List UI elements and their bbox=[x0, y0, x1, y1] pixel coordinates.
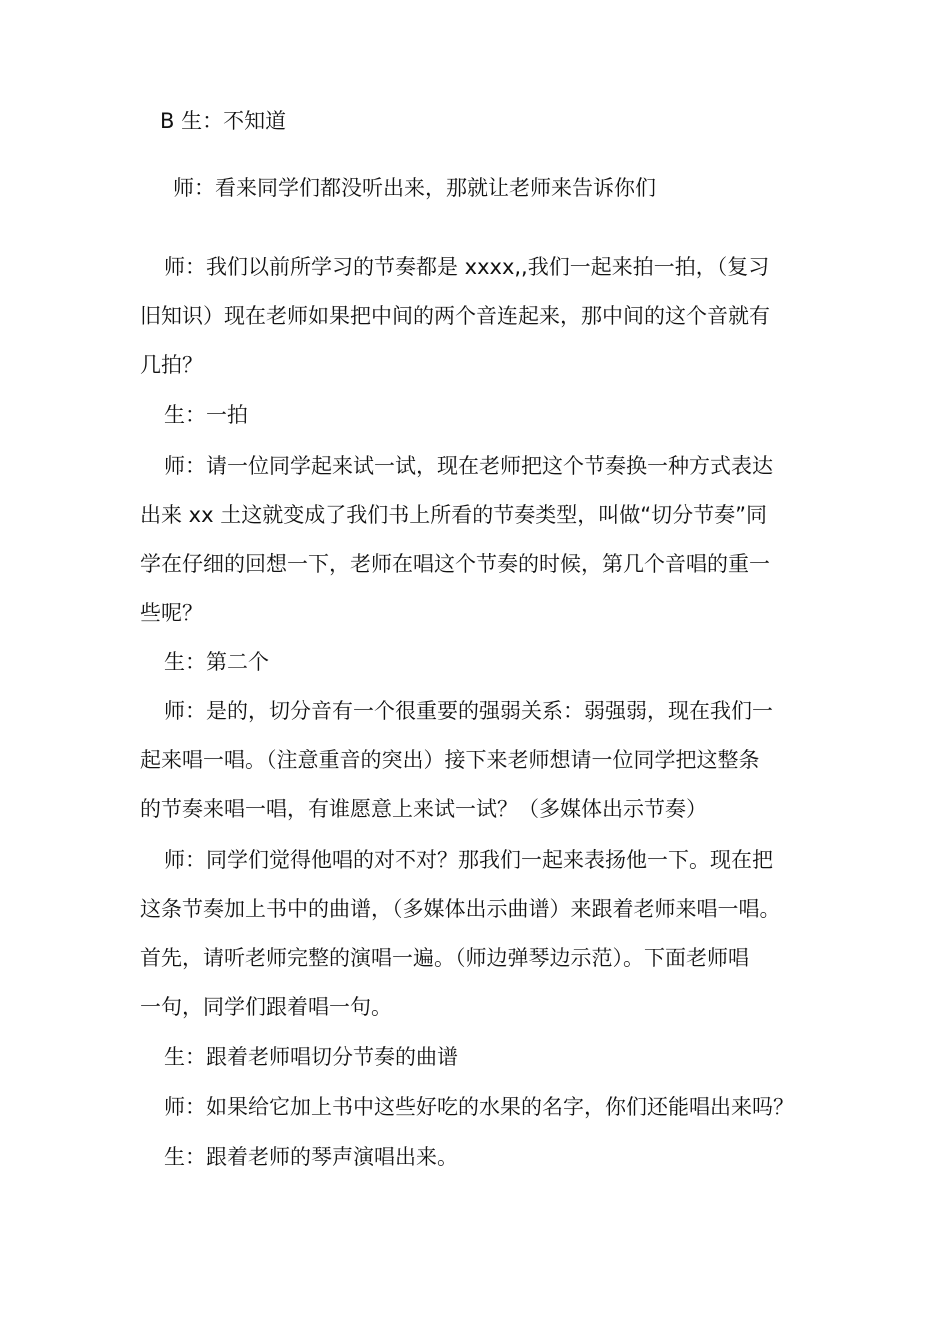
text-line: 出来 xx 土这就变成了我们书上所看的节奏类型，叫做“切分节奏”同 bbox=[140, 503, 767, 527]
text-line: 师：看来同学们都没听出来，那就让老师来告诉你们 bbox=[173, 176, 656, 200]
text-line: 生：跟着老师唱切分节奏的曲谱 bbox=[164, 1045, 458, 1069]
paragraph-b-student-reply bbox=[140, 97, 830, 146]
paragraph-student-sing-score bbox=[140, 1033, 830, 1082]
text-line: 几拍？ bbox=[140, 353, 203, 377]
text-line: 的节奏来唱一唱，有谁愿意上来试一试？（多媒体出示节奏） bbox=[140, 797, 707, 821]
paragraph-teacher-strong-weak bbox=[140, 687, 830, 834]
text-line: 师：是的，切分音有一个很重要的强弱关系：弱强弱，现在我们一 bbox=[164, 699, 773, 723]
text-line: 师：我们以前所学习的节奏都是 xxxx,,我们一起来拍一拍，（复习 bbox=[164, 255, 770, 279]
paragraph-teacher-explain bbox=[140, 164, 830, 213]
text-line: 师：同学们觉得他唱的对不对？那我们一起来表扬他一下。现在把 bbox=[164, 848, 773, 872]
text-line: 学在仔细的回想一下，老师在唱这个节奏的时候，第几个音唱的重一 bbox=[140, 552, 770, 576]
text-line: 生：跟着老师的琴声演唱出来。 bbox=[164, 1145, 458, 1169]
text-line: B 生：不知道 bbox=[160, 109, 287, 133]
text-line: 生：一拍 bbox=[164, 403, 248, 427]
paragraph-student-one-beat bbox=[140, 391, 830, 440]
text-line: 生：第二个 bbox=[164, 650, 269, 674]
paragraph-teacher-praise bbox=[140, 836, 830, 1032]
paragraph-student-second bbox=[140, 638, 830, 687]
text-line: 一句，同学们跟着唱一句。 bbox=[140, 995, 392, 1019]
paragraph-teacher-fruit-names bbox=[140, 1083, 830, 1132]
text-line: 师：请一位同学起来试一试，现在老师把这个节奏换一种方式表达 bbox=[164, 454, 773, 478]
text-line: 旧知识）现在老师如果把中间的两个音连起来，那中间的这个音就有 bbox=[140, 304, 770, 328]
text-line: 师：如果给它加上书中这些好吃的水果的名字，你们还能唱出来吗？ bbox=[164, 1095, 794, 1119]
paragraph-teacher-rhythm-review bbox=[140, 243, 830, 390]
paragraph-teacher-syncopation bbox=[140, 442, 830, 638]
text-line: 些呢？ bbox=[140, 601, 203, 625]
text-line: 首先，请听老师完整的演唱一遍。（师边弹琴边示范）。下面老师唱 bbox=[140, 946, 749, 970]
text-line: 起来唱一唱。（注意重音的突出）接下来老师想请一位同学把这整条 bbox=[140, 748, 760, 772]
paragraph-student-sing-piano bbox=[140, 1133, 830, 1182]
text-line: 这条节奏加上书中的曲谱，（多媒体出示曲谱）来跟着老师来唱一唱。 bbox=[140, 897, 781, 921]
